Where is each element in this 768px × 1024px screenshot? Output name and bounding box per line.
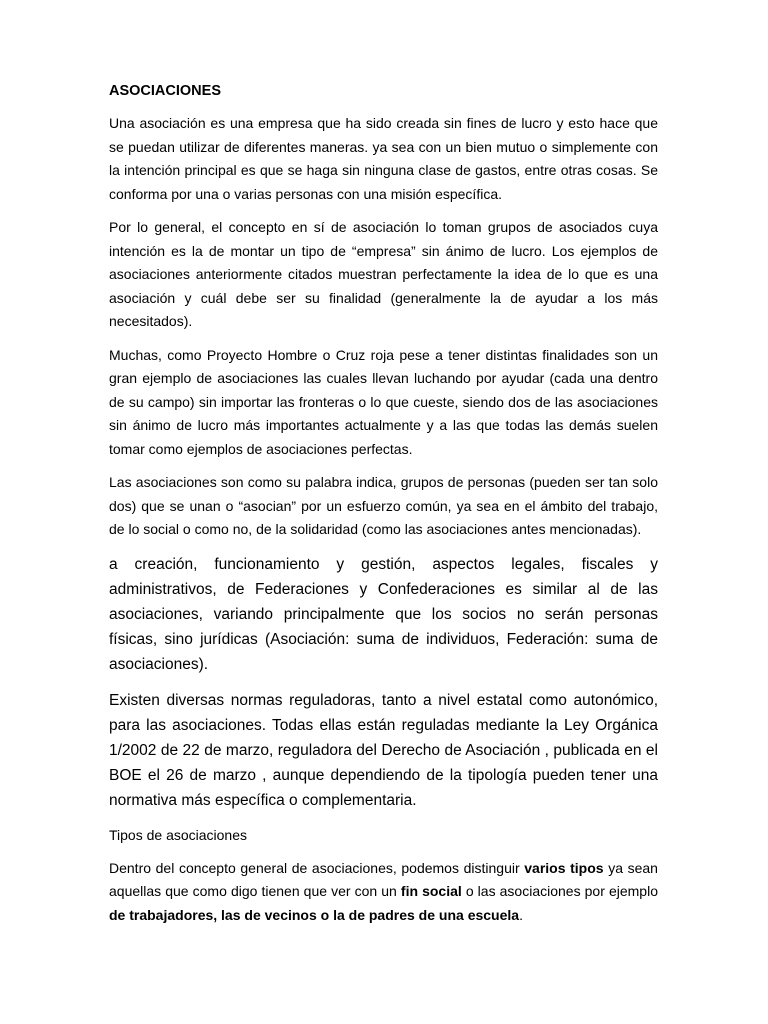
paragraph-concept: Por lo general, el concepto en sí de asociación lo toman grupos de asociados cuya intención es la de montar un tipo de “empresa” sin ánimo de lucro. Los ejemplos de asociaciones anteriormente citados muestran perfectamente la idea de lo que es una asociación y cuál debe ser su finalidad (generalmente la de ayudar a los más necesitados). (109, 219, 658, 329)
paragraph-types (109, 857, 658, 928)
types-bold-varios-tipos: varios tipos (524, 859, 604, 876)
document-page (109, 80, 658, 937)
paragraph-definition: Una asociación es una empresa que ha sido creada sin fines de lucro y esto hace que se puedan utilizar de diferentes maneras. ya sea con un bien mutuo o simplemente con la intención principal es que se haga sin ninguna clase de gastos, entre otras cosas. Se conforma por una o varias personas con una misión específica. (109, 115, 658, 202)
paragraph-groups: Las asociaciones son como su palabra indica, grupos de personas (pueden ser tan solo dos) que se unan o “asocian” por un esfuerzo común, ya sea en el ámbito del trabajo, de lo social o como no, de la solidaridad (como las asociaciones antes mencionadas). (109, 474, 658, 537)
types-text-2: ya sean aquellas que como digo tienen que ver con un (109, 859, 658, 899)
types-bold-examples: de trabajadores, las de vecinos o la de padres de una escuela (109, 906, 520, 923)
types-bold-fin-social: fin social (400, 883, 462, 899)
types-text-1: Dentro del concepto general de asociaciones, podemos distinguir (109, 859, 525, 876)
types-text-3: o las asociaciones por ejemplo (461, 883, 658, 899)
paragraph-regulations: Existen diversas normas reguladoras, tanto a nivel estatal como autonómico, para las asociaciones. Todas ellas están reguladas mediante la Ley Orgánica 1/2002 de 22 de marzo, reguladora del Derecho de Asociación , publicada en el BOE el 26 de marzo , aunque dependiendo de la tipología pueden tener una normativa más específica o complementaria. (109, 691, 658, 809)
paragraph-examples: Muchas, como Proyecto Hombre o Cruz roja pese a tener distintas finalidades son un gran ejemplo de asociaciones las cuales llevan luchando por ayudar (cada una dentro de su campo) sin importar las fronteras o lo que cueste, siendo dos de las asociaciones sin ánimo de lucro más importantes actualmente y a las que todas las demás suelen tomar como ejemplos de asociaciones perfectas. (109, 346, 658, 457)
paragraph-federations: a creación, funcionamiento y gestión, aspectos legales, fiscales y administrativos, de Federaciones y Confederaciones es similar al de las asociaciones, variando principalmente que los socios no serán personas físicas, sino jurídicas (Asociación: suma de individuos, Federación: suma de asociaciones). (109, 555, 658, 673)
document-subheading: Tipos de asociaciones (109, 826, 248, 843)
document-heading: ASOCIACIONES (109, 83, 221, 99)
types-text-4: . (519, 906, 523, 923)
